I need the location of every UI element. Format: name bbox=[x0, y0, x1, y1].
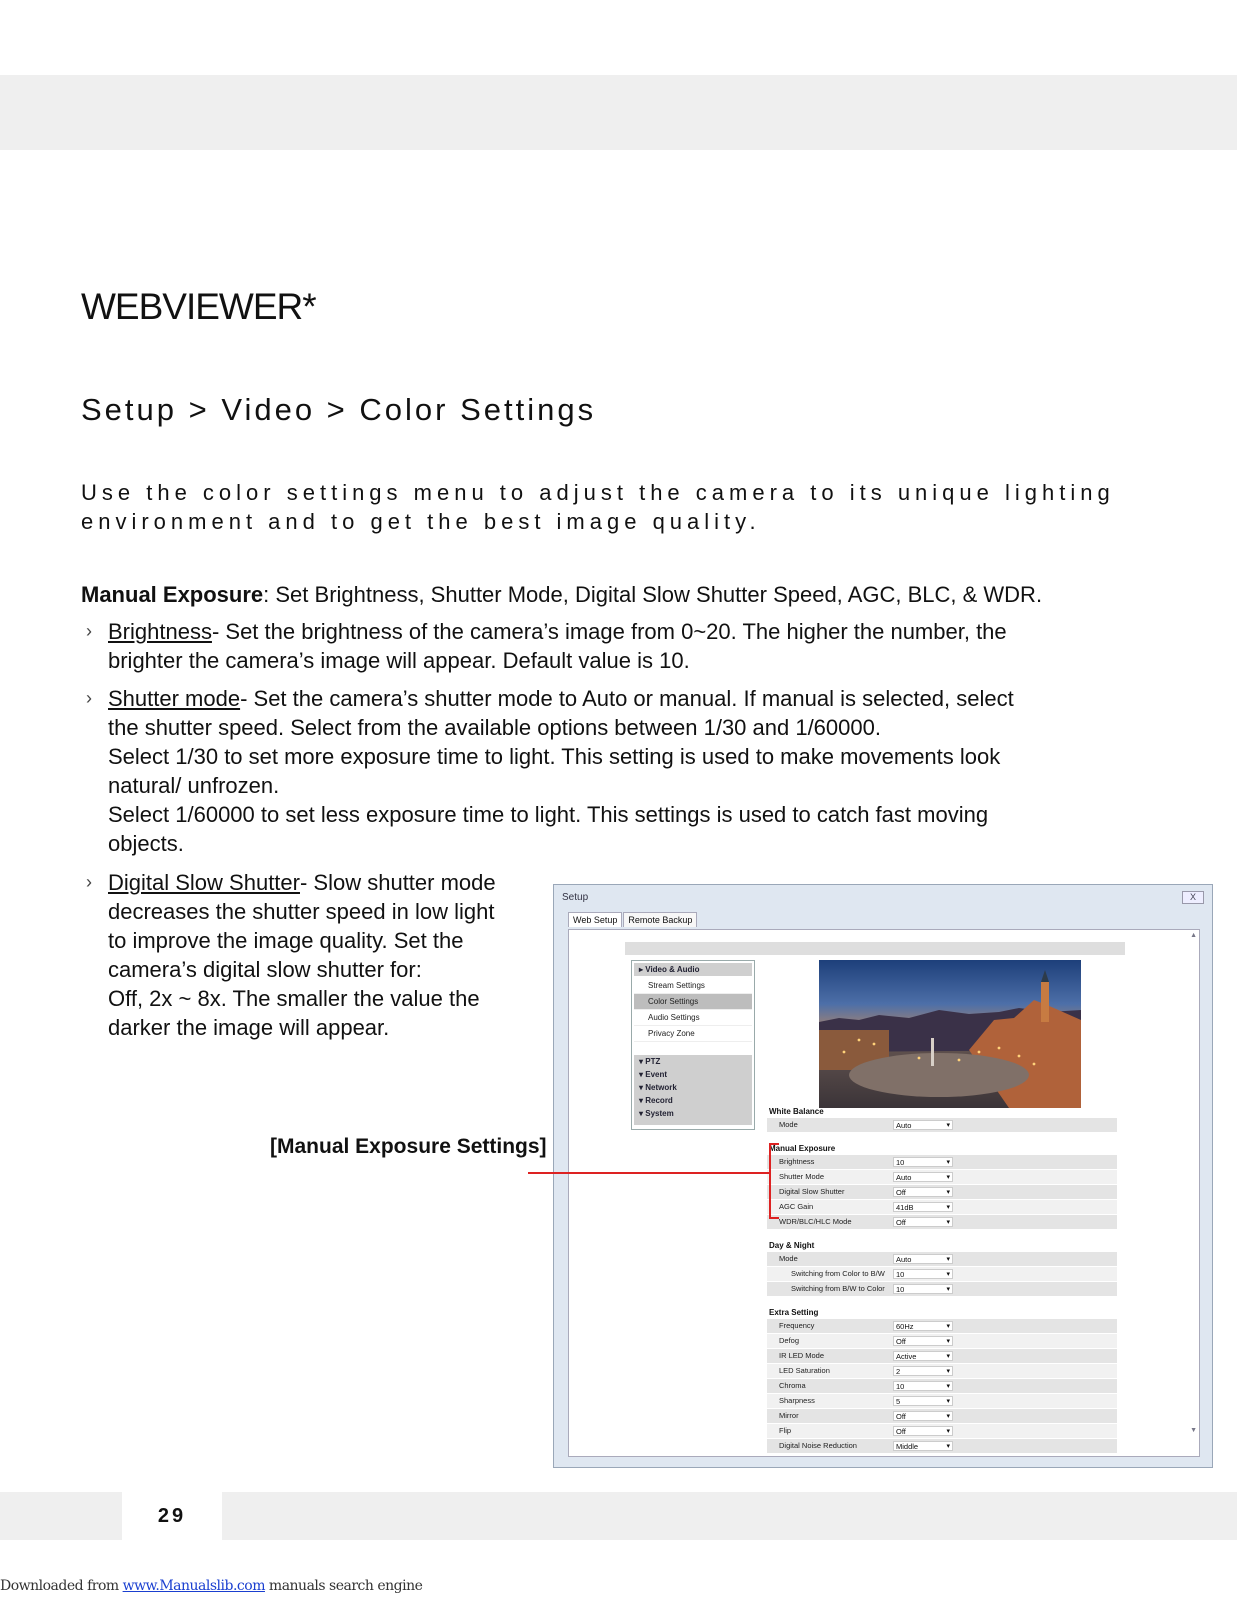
setup-window bbox=[553, 884, 1213, 1468]
bullet-text: brighter the camera’s image will appear. Default value is 10. bbox=[108, 648, 690, 673]
nav-item-privacy-zone[interactable]: Privacy Zone bbox=[634, 1026, 752, 1042]
setting-row bbox=[767, 1170, 1117, 1185]
bullet-text: - Slow shutter mode bbox=[299, 870, 496, 895]
settings-table bbox=[767, 1106, 1117, 1454]
tab-bar bbox=[568, 912, 698, 927]
bullet-text: camera’s digital slow shutter for: bbox=[108, 957, 422, 982]
setting-select[interactable]: Auto ▾ bbox=[893, 1254, 953, 1264]
setting-row bbox=[767, 1282, 1117, 1297]
bullet-brightness bbox=[86, 617, 1007, 675]
setting-select[interactable]: Off ▾ bbox=[893, 1187, 953, 1197]
nav-group-video-audio[interactable]: ▸ Video & Audio bbox=[634, 963, 752, 976]
bullet-text: darker the image will appear. bbox=[108, 1015, 390, 1040]
setting-row bbox=[767, 1364, 1117, 1379]
setting-select[interactable]: Off ▾ bbox=[893, 1426, 953, 1436]
page-number: 29 bbox=[122, 1492, 222, 1540]
page-title: WEBVIEWER* bbox=[81, 286, 316, 327]
setting-label: LED Saturation bbox=[779, 1366, 830, 1375]
setting-row bbox=[767, 1185, 1117, 1200]
bullet-text: - Set the camera’s shutter mode to Auto or manual. If manual is selected, select bbox=[240, 686, 1014, 711]
setting-row bbox=[767, 1424, 1117, 1439]
setting-label: Mirror bbox=[779, 1411, 799, 1420]
camera-preview-image bbox=[819, 960, 1081, 1108]
callout-line bbox=[528, 1172, 771, 1174]
setting-label: Brightness bbox=[779, 1157, 815, 1166]
download-footer bbox=[0, 1578, 422, 1594]
bullet-text: natural/ unfrozen. bbox=[108, 773, 280, 798]
nav-group-record[interactable]: ▾ Record bbox=[639, 1096, 673, 1105]
setting-label: Chroma bbox=[779, 1381, 806, 1390]
bullet-chevron-icon: › bbox=[86, 688, 92, 708]
setting-label: Sharpness bbox=[779, 1396, 815, 1405]
setting-label: Flip bbox=[779, 1426, 792, 1435]
setting-row bbox=[767, 1334, 1117, 1349]
setting-row bbox=[767, 1155, 1117, 1170]
header-band bbox=[0, 75, 1237, 150]
setting-select[interactable]: Auto ▾ bbox=[893, 1120, 953, 1130]
window-title: Setup bbox=[562, 892, 589, 903]
bullet-text: to improve the image quality. Set the bbox=[108, 928, 464, 953]
bullet-term: Digital Slow Shutter bbox=[108, 870, 300, 895]
callout-bracket bbox=[769, 1143, 779, 1219]
setting-select[interactable]: 2 ▾ bbox=[893, 1366, 953, 1376]
setting-select[interactable]: Off ▾ bbox=[893, 1336, 953, 1346]
setting-label: Mode bbox=[779, 1254, 798, 1263]
bullet-text: the shutter speed. Select from the available options between 1/30 and 1/60000. bbox=[108, 715, 881, 740]
figure-caption: [Manual Exposure Settings] bbox=[270, 1135, 547, 1158]
bullet-text: Select 1/30 to set more exposure time to light. This setting is used to make movements look bbox=[108, 744, 1001, 769]
setting-select[interactable]: 60Hz ▾ bbox=[893, 1321, 953, 1331]
setting-label: Switching from B/W to Color bbox=[791, 1284, 885, 1293]
bullet-chevron-icon: › bbox=[86, 872, 92, 892]
setting-select[interactable]: 10 ▾ bbox=[893, 1269, 953, 1279]
setting-row bbox=[767, 1319, 1117, 1334]
setup-nav bbox=[631, 960, 755, 1130]
bullet-term: Brightness bbox=[108, 619, 212, 644]
setting-label: Digital Noise Reduction bbox=[779, 1441, 857, 1450]
bullet-chevron-icon: › bbox=[86, 621, 92, 641]
panel-header-bar bbox=[625, 942, 1125, 955]
setting-select[interactable]: Middle ▾ bbox=[893, 1441, 953, 1451]
setting-label: Defog bbox=[779, 1336, 800, 1345]
bullet-digital-slow-shutter bbox=[86, 868, 496, 1042]
setting-label: IR LED Mode bbox=[779, 1351, 825, 1360]
setting-row bbox=[767, 1349, 1117, 1364]
close-icon[interactable]: X bbox=[1182, 891, 1204, 904]
setting-row bbox=[767, 1118, 1117, 1133]
setting-select[interactable]: 5 ▾ bbox=[893, 1396, 953, 1406]
nav-item-color-settings[interactable]: Color Settings bbox=[634, 994, 752, 1010]
nav-item-audio-settings[interactable]: Audio Settings bbox=[634, 1010, 752, 1026]
setting-row bbox=[767, 1200, 1117, 1215]
setting-row bbox=[767, 1379, 1117, 1394]
bullet-text: Select 1/60000 to set less exposure time to light. This settings is used to catch fast moving bbox=[108, 802, 989, 827]
tab-web-setup[interactable]: Web Setup bbox=[568, 912, 622, 927]
manual-exposure-text: : Set Brightness, Shutter Mode, Digital Slow Shutter Speed, AGC, BLC, & WDR. bbox=[263, 582, 1043, 607]
nav-item-stream-settings[interactable]: Stream Settings bbox=[634, 978, 752, 994]
setting-row bbox=[767, 1439, 1117, 1454]
setting-select[interactable]: Active ▾ bbox=[893, 1351, 953, 1361]
setting-row bbox=[767, 1252, 1117, 1267]
scroll-up-icon[interactable]: ▲ bbox=[1190, 932, 1197, 939]
bullet-text: decreases the shutter speed in low light bbox=[108, 899, 495, 924]
bullet-term: Shutter mode bbox=[108, 686, 241, 711]
section-extra-setting: Extra Setting bbox=[769, 1308, 819, 1317]
intro-line: Use the color settings menu to adjust the camera to its unique lighting bbox=[81, 480, 1115, 505]
setting-label: Digital Slow Shutter bbox=[779, 1187, 845, 1196]
setting-label: Mode bbox=[779, 1120, 798, 1129]
bullet-text: Off, 2x ~ 8x. The smaller the value the bbox=[108, 986, 480, 1011]
setting-label: Frequency bbox=[779, 1321, 815, 1330]
setup-panel bbox=[568, 929, 1200, 1457]
setting-select[interactable]: 41dB ▾ bbox=[893, 1202, 953, 1212]
section-white-balance: White Balance bbox=[769, 1107, 824, 1116]
setting-select[interactable]: Auto ▾ bbox=[893, 1172, 953, 1182]
bullet-text: - Set the brightness of the camera’s image from 0~20. The higher the number, the bbox=[211, 619, 1007, 644]
manual-exposure-summary bbox=[81, 582, 1042, 608]
intro-line: environment and to get the best image quality. bbox=[81, 509, 761, 534]
setting-row bbox=[767, 1409, 1117, 1424]
footer-prefix: Downloaded from bbox=[0, 1578, 123, 1594]
tab-remote-backup[interactable]: Remote Backup bbox=[623, 912, 697, 927]
nav-group-event[interactable]: ▾ Event bbox=[639, 1070, 668, 1079]
setting-row bbox=[767, 1267, 1117, 1282]
manualslib-link[interactable]: www.Manualslib.com bbox=[122, 1578, 265, 1594]
section-heading: Setup > Video > Color Settings bbox=[81, 392, 597, 427]
intro-paragraph bbox=[81, 478, 1161, 536]
nav-group-system[interactable]: ▾ System bbox=[639, 1109, 674, 1118]
setting-label: Shutter Mode bbox=[779, 1172, 825, 1181]
setting-label: AGC Gain bbox=[779, 1202, 814, 1211]
setting-select[interactable]: Off ▾ bbox=[893, 1217, 953, 1227]
setting-label: Switching from Color to B/W bbox=[791, 1269, 885, 1278]
setting-row bbox=[767, 1215, 1117, 1230]
nav-collapsed-groups bbox=[634, 1055, 752, 1125]
nav-group-ptz[interactable]: ▾ PTZ bbox=[639, 1057, 661, 1066]
nav-group-network[interactable]: ▾ Network bbox=[639, 1083, 677, 1092]
setting-select[interactable]: 10 ▾ bbox=[893, 1157, 953, 1167]
setting-select[interactable]: 10 ▾ bbox=[893, 1284, 953, 1294]
setting-select[interactable]: Off ▾ bbox=[893, 1411, 953, 1421]
setting-select[interactable]: 10 ▾ bbox=[893, 1381, 953, 1391]
nav-group-label: Video & Audio bbox=[645, 965, 700, 974]
footer-suffix: manuals search engine bbox=[264, 1578, 423, 1594]
bullet-shutter-mode bbox=[86, 684, 1014, 858]
manual-exposure-label: Manual Exposure bbox=[81, 582, 264, 607]
scroll-down-icon[interactable]: ▼ bbox=[1190, 1427, 1197, 1434]
section-day-night: Day & Night bbox=[769, 1241, 815, 1250]
section-manual-exposure: Manual Exposure bbox=[769, 1144, 836, 1153]
bullet-text: objects. bbox=[108, 831, 184, 856]
setting-row bbox=[767, 1394, 1117, 1409]
setting-label: WDR/BLC/HLC Mode bbox=[779, 1217, 852, 1226]
